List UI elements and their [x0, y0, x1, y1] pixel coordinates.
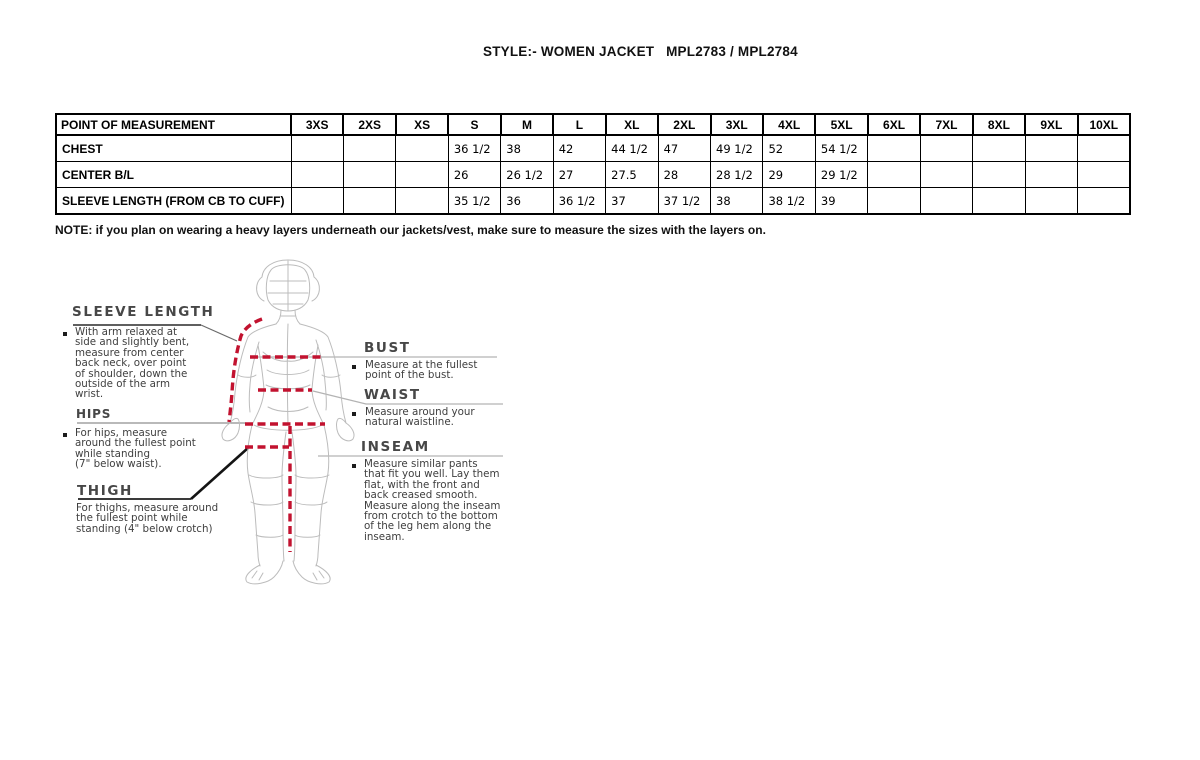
measurement-cell: 54 1/2	[815, 135, 867, 162]
measurement-row-label: SLEEVE LENGTH (FROM CB TO CUFF)	[56, 188, 291, 215]
size-column-header: 3XL	[711, 114, 763, 135]
measurement-cell: 27.5	[606, 162, 658, 188]
sleeve-length-heading: SLEEVE LENGTH	[72, 304, 215, 320]
measurement-cell: 42	[553, 135, 605, 162]
measurement-cell: 28 1/2	[711, 162, 763, 188]
size-column-header: 2XL	[658, 114, 710, 135]
bullet-icon	[352, 412, 356, 416]
size-column-header: L	[553, 114, 605, 135]
thigh-heading: THIGH	[77, 483, 133, 499]
waist-heading: WAIST	[364, 387, 421, 403]
measurement-cell: 38	[711, 188, 763, 215]
measurement-cell: 38 1/2	[763, 188, 815, 215]
size-column-header: 8XL	[973, 114, 1025, 135]
measurement-row-label: CHEST	[56, 135, 291, 162]
size-column-header: 5XL	[815, 114, 867, 135]
measurement-cell: 36 1/2	[553, 188, 605, 215]
size-column-header: 6XL	[868, 114, 920, 135]
size-column-header: XL	[606, 114, 658, 135]
size-column-header: 10XL	[1078, 114, 1130, 135]
inseam-instructions: Measure similar pants that fit you well. Lay them flat, with the front and back creased smooth. Measure along the inseam from crotch to the bottom of the leg hem along the inseam.	[364, 458, 501, 543]
sleeve-length-instructions: With arm relaxed at side and slightly bent, measure from center back neck, over point of shoulder, down the outside of the arm wrist.	[75, 326, 190, 401]
measurement-cell: 27	[553, 162, 605, 188]
measurement-cell: 47	[658, 135, 710, 162]
measurement-cell: 38	[501, 135, 553, 162]
measurement-cell: 29	[763, 162, 815, 188]
measurement-cell: 36 1/2	[448, 135, 500, 162]
measurement-cell: 26 1/2	[501, 162, 553, 188]
point-of-measurement-header: POINT OF MEASUREMENT	[56, 114, 291, 135]
size-column-header: 4XL	[763, 114, 815, 135]
hips-instructions: For hips, measure around the fullest point while standing (7" below waist).	[75, 427, 196, 471]
measurement-cell: 28	[658, 162, 710, 188]
size-column-header: 3XS	[291, 114, 343, 135]
bullet-icon	[352, 365, 356, 369]
woman-body-wireframe-figure	[222, 260, 354, 584]
bullet-icon	[352, 464, 356, 468]
measurement-cell: 29 1/2	[815, 162, 867, 188]
measurement-cell: 35 1/2	[448, 188, 500, 215]
note-text: NOTE: if you plan on wearing a heavy layers underneath our jackets/vest, make sure to measure the sizes with the layers on.	[55, 223, 766, 237]
bullet-icon	[63, 433, 67, 437]
waist-instructions: Measure around your natural waistline.	[365, 406, 475, 429]
bust-instructions: Measure at the fullest point of the bust.	[365, 359, 478, 382]
bullet-icon	[63, 332, 67, 336]
measurement-row-label: CENTER B/L	[56, 162, 291, 188]
size-column-header: XS	[396, 114, 448, 135]
measurement-cell: 36	[501, 188, 553, 215]
thigh-instructions: For thighs, measure around the fullest point while standing (4" below crotch)	[76, 502, 219, 535]
measurement-cell: 49 1/2	[711, 135, 763, 162]
measurement-cell: 37	[606, 188, 658, 215]
inseam-heading: INSEAM	[361, 439, 430, 455]
size-column-header: S	[448, 114, 500, 135]
size-column-header: 7XL	[920, 114, 972, 135]
size-column-header: M	[501, 114, 553, 135]
measurement-cell: 52	[763, 135, 815, 162]
measurement-cell: 39	[815, 188, 867, 215]
document-title: STYLE:- WOMEN JACKET MPL2783 / MPL2784	[483, 44, 798, 59]
measurement-cell: 44 1/2	[606, 135, 658, 162]
hips-heading: HIPS	[76, 407, 112, 421]
measurement-cell: 37 1/2	[658, 188, 710, 215]
measurement-cell: 26	[448, 162, 500, 188]
bust-heading: BUST	[364, 340, 411, 356]
size-column-header: 2XS	[343, 114, 395, 135]
size-column-header: 9XL	[1025, 114, 1077, 135]
